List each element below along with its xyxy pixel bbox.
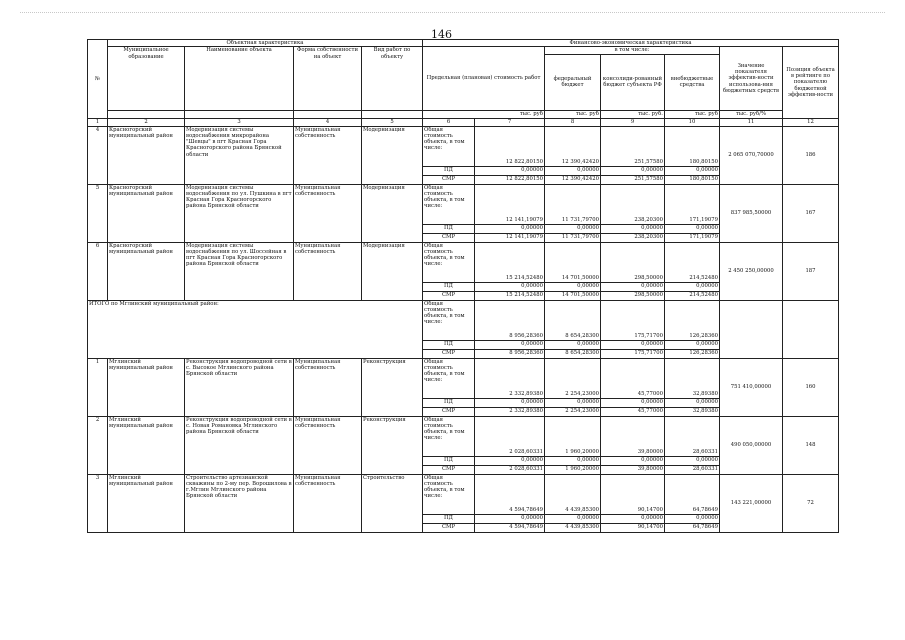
efficiency-value: 2 065 070,70000 [720,126,783,184]
money-cell: 0,00000 [665,340,720,349]
ownership: Муниципальная собственность [294,358,362,416]
total-label: ИТОГО по Мглинский муниципальный район: [88,300,423,358]
money-cell: 171,19079 [665,184,720,224]
rating-position: 187 [783,242,839,300]
row-no: 3 [88,474,108,532]
row-label-total: Общая стоимость объекта, в том числе: [423,474,475,514]
money-cell: 2 254,23000 [545,407,601,416]
row-label-smr: СМР [423,175,475,184]
work-type: Строительство [362,474,423,532]
column-number: 12 [783,118,839,126]
municipality: Красногорский муниципальный район [108,242,185,300]
header-incl: в том числе: [545,47,720,54]
row-label-pd: ПД [423,282,475,291]
column-number: 5 [362,118,423,126]
column-number: 9 [601,118,665,126]
money-cell: 12 390,42420 [545,126,601,166]
money-cell: 8 654,28300 [545,300,601,340]
money-cell: 0,00000 [475,282,545,291]
row-label-smr: СМР [423,291,475,300]
money-cell: 1 960,20000 [545,416,601,456]
row-label-pd: ПД [423,456,475,465]
row-label-pd: ПД [423,340,475,349]
work-type: Модернизация [362,126,423,184]
money-cell: 214,52480 [665,291,720,300]
money-cell: 8 956,28360 [475,349,545,358]
money-cell: 15 214,52480 [475,291,545,300]
money-cell: 2 254,23000 [545,358,601,398]
money-cell: 2 332,89380 [475,358,545,398]
money-cell: 2 028,60331 [475,465,545,474]
work-type: Модернизация [362,242,423,300]
row-label-pd: ПД [423,398,475,407]
money-cell: 171,19079 [665,233,720,242]
money-cell: 0,00000 [545,456,601,465]
column-number: 2 [108,118,185,126]
row-label-total: Общая стоимость объекта, в том числе: [423,358,475,398]
work-type: Модернизация [362,184,423,242]
header-object-group: Объектная характеристика [108,40,423,47]
ownership: Муниципальная собственность [294,416,362,474]
header-position: Позиция объекта в рейтинге по показателю бюджетной эффектив-ности [783,47,839,118]
unit-cost: тыс. руб [423,110,545,118]
money-cell: 251,57580 [601,175,665,184]
money-cell: 0,00000 [601,398,665,407]
work-type: Реконструкция [362,358,423,416]
money-cell: 298,50000 [601,242,665,282]
efficiency-value: 490 050,00000 [720,416,783,474]
money-cell: 0,00000 [665,398,720,407]
rating-position: 148 [783,416,839,474]
object-name: Строительство артезианской скважины по 2-му пер. Ворошилова в г.Мглин Мглинского района Брянской области [185,474,294,532]
money-cell: 28,60331 [665,416,720,456]
money-cell: 4 439,85300 [545,523,601,532]
money-cell: 0,00000 [475,398,545,407]
column-number: 7 [475,118,545,126]
efficiency-value: 2 450 250,00000 [720,242,783,300]
money-cell: 45,77000 [601,358,665,398]
municipality: Мглинский муниципальный район [108,416,185,474]
row-label-smr: СМР [423,407,475,416]
row-label-total: Общая стоимость объекта, в том числе: [423,242,475,282]
ownership: Муниципальная собственность [294,184,362,242]
money-cell: 0,00000 [665,282,720,291]
column-number: 10 [665,118,720,126]
rating-position: 186 [783,126,839,184]
column-number: 1 [88,118,108,126]
object-name: Модернизация системы водоснабжения по ул. Пушкина в пгт Красная Гора Красногорского района Брянской области [185,184,294,242]
efficiency-value: 751 410,00000 [720,358,783,416]
ownership: Муниципальная собственность [294,126,362,184]
money-cell: 32,89380 [665,407,720,416]
money-cell: 2 028,60331 [475,416,545,456]
money-cell: 0,00000 [545,398,601,407]
money-cell: 64,78649 [665,474,720,514]
money-cell: 238,20300 [601,233,665,242]
column-number: 6 [423,118,475,126]
unit-efficiency: тыс. руб/% [720,110,783,118]
money-cell: 214,52480 [665,242,720,282]
money-cell: 0,00000 [601,224,665,233]
object-name: Модернизация системы водоснабжения по ул. Шоссейная в пгт Красная Гора Красногорского района Брянской области [185,242,294,300]
rating-position [783,300,839,358]
column-number: 3 [185,118,294,126]
money-cell: 90,14700 [601,523,665,532]
money-cell: 4 594,78649 [475,523,545,532]
row-label-smr: СМР [423,465,475,474]
row-label-total: Общая стоимость объекта, в том числе: [423,126,475,166]
money-cell: 0,00000 [545,340,601,349]
row-label-total: Общая стоимость объекта, в том числе: [423,184,475,224]
column-number: 4 [294,118,362,126]
money-cell: 251,57580 [601,126,665,166]
investment-table [87,39,839,533]
header-federal: федеральный бюджет [545,54,601,110]
row-no: 2 [88,416,108,474]
money-cell: 12 390,42420 [545,175,601,184]
money-cell: 0,00000 [545,282,601,291]
rating-position: 72 [783,474,839,532]
work-type: Реконструкция [362,416,423,474]
money-cell: 12 141,19079 [475,233,545,242]
money-cell: 14 701,50000 [545,291,601,300]
money-cell: 64,78649 [665,523,720,532]
money-cell: 8 654,28300 [545,349,601,358]
money-cell: 2 332,89380 [475,407,545,416]
row-label-total: Общая стоимость объекта, в том числе: [423,416,475,456]
money-cell: 11 731,79700 [545,233,601,242]
header-blank [185,110,294,118]
money-cell: 0,00000 [665,224,720,233]
money-cell: 0,00000 [601,340,665,349]
municipality: Красногорский муниципальный район [108,184,185,242]
money-cell: 32,89380 [665,358,720,398]
money-cell: 15 214,52480 [475,242,545,282]
money-cell: 11 731,79700 [545,184,601,224]
municipality: Красногорский муниципальный район [108,126,185,184]
row-no: 4 [88,126,108,184]
header-blank [294,110,362,118]
money-cell: 175,71700 [601,300,665,340]
row-no: 1 [88,358,108,416]
money-cell: 8 956,28360 [475,300,545,340]
rating-position: 167 [783,184,839,242]
row-label-smr: СМР [423,349,475,358]
page-number: 146 [431,28,452,41]
header-no: № [88,40,108,119]
header-cost: Предельная (плановая) стоимость работ [423,47,545,110]
ownership: Муниципальная собственность [294,242,362,300]
object-name: Реконструкция водопроводной сети в с. Высокое Мглинского района Брянской области [185,358,294,416]
money-cell: 45,77000 [601,407,665,416]
column-number: 8 [545,118,601,126]
row-label-smr: СМР [423,523,475,532]
efficiency-value: 143 221,00000 [720,474,783,532]
money-cell: 0,00000 [601,456,665,465]
money-cell: 0,00000 [475,340,545,349]
rating-position: 160 [783,358,839,416]
row-label-pd: ПД [423,514,475,523]
header-work-type: Вид работ по объекту [362,47,423,110]
header-regional: консолиди-рованный бюджет субъекта РФ [601,54,665,110]
object-name: Модернизация системы водоснабжения микрорайона "Шевцы" в пгт Красная Гора Красногорского района Брянской области [185,126,294,184]
object-name: Реконструкция водопроводной сети в с. Новая Романовка Мглинского района Брянской области [185,416,294,474]
money-cell: 4 439,85300 [545,474,601,514]
money-cell: 0,00000 [475,456,545,465]
efficiency-value: 837 985,50000 [720,184,783,242]
money-cell: 14 701,50000 [545,242,601,282]
municipality: Мглинский муниципальный район [108,474,185,532]
unit-regional: тыс. руб. [601,110,665,118]
money-cell: 0,00000 [665,166,720,175]
header-object-name: Наименование объекта [185,47,294,110]
row-label-pd: ПД [423,166,475,175]
row-no: 6 [88,242,108,300]
money-cell: 39,80000 [601,416,665,456]
header-municipality: Муниципальное образование [108,47,185,110]
header-efficiency: Значение показателя эффектив-ности использова-ния бюджетных средств [720,47,783,110]
money-cell: 28,60331 [665,465,720,474]
money-cell: 0,00000 [475,224,545,233]
money-cell: 90,14700 [601,474,665,514]
unit-offbudget: тыс. руб [665,110,720,118]
top-dotted-line [20,12,885,13]
money-cell: 238,20300 [601,184,665,224]
money-cell: 180,80150 [665,126,720,166]
money-cell: 0,00000 [545,224,601,233]
header-ownership: Форма собственности на объект [294,47,362,110]
money-cell: 298,50000 [601,291,665,300]
money-cell: 0,00000 [545,514,601,523]
row-label-total: Общая стоимость объекта, в том числе: [423,300,475,340]
row-label-pd: ПД [423,224,475,233]
money-cell: 175,71700 [601,349,665,358]
row-no: 5 [88,184,108,242]
money-cell: 0,00000 [601,514,665,523]
ownership: Муниципальная собственность [294,474,362,532]
money-cell: 0,00000 [475,514,545,523]
column-number: 11 [720,118,783,126]
money-cell: 1 960,20000 [545,465,601,474]
header-offbudget: внебюджетные средства [665,54,720,110]
money-cell: 126,28360 [665,349,720,358]
money-cell: 12 141,19079 [475,184,545,224]
money-cell: 39,80000 [601,465,665,474]
money-cell: 180,80150 [665,175,720,184]
money-cell: 12 822,80150 [475,175,545,184]
row-label-smr: СМР [423,233,475,242]
money-cell: 12 822,80150 [475,126,545,166]
efficiency-value [720,300,783,358]
header-finance-group: Финансово-экономическая характеристика [423,40,839,47]
unit-federal: тыс. руб [545,110,601,118]
money-cell: 0,00000 [665,514,720,523]
money-cell: 4 594,78649 [475,474,545,514]
header-blank [362,110,423,118]
header-blank [108,110,185,118]
municipality: Мглинский муниципальный район [108,358,185,416]
money-cell: 0,00000 [601,282,665,291]
money-cell: 0,00000 [665,456,720,465]
money-cell: 0,00000 [545,166,601,175]
money-cell: 126,28360 [665,300,720,340]
money-cell: 0,00000 [601,166,665,175]
money-cell: 0,00000 [475,166,545,175]
